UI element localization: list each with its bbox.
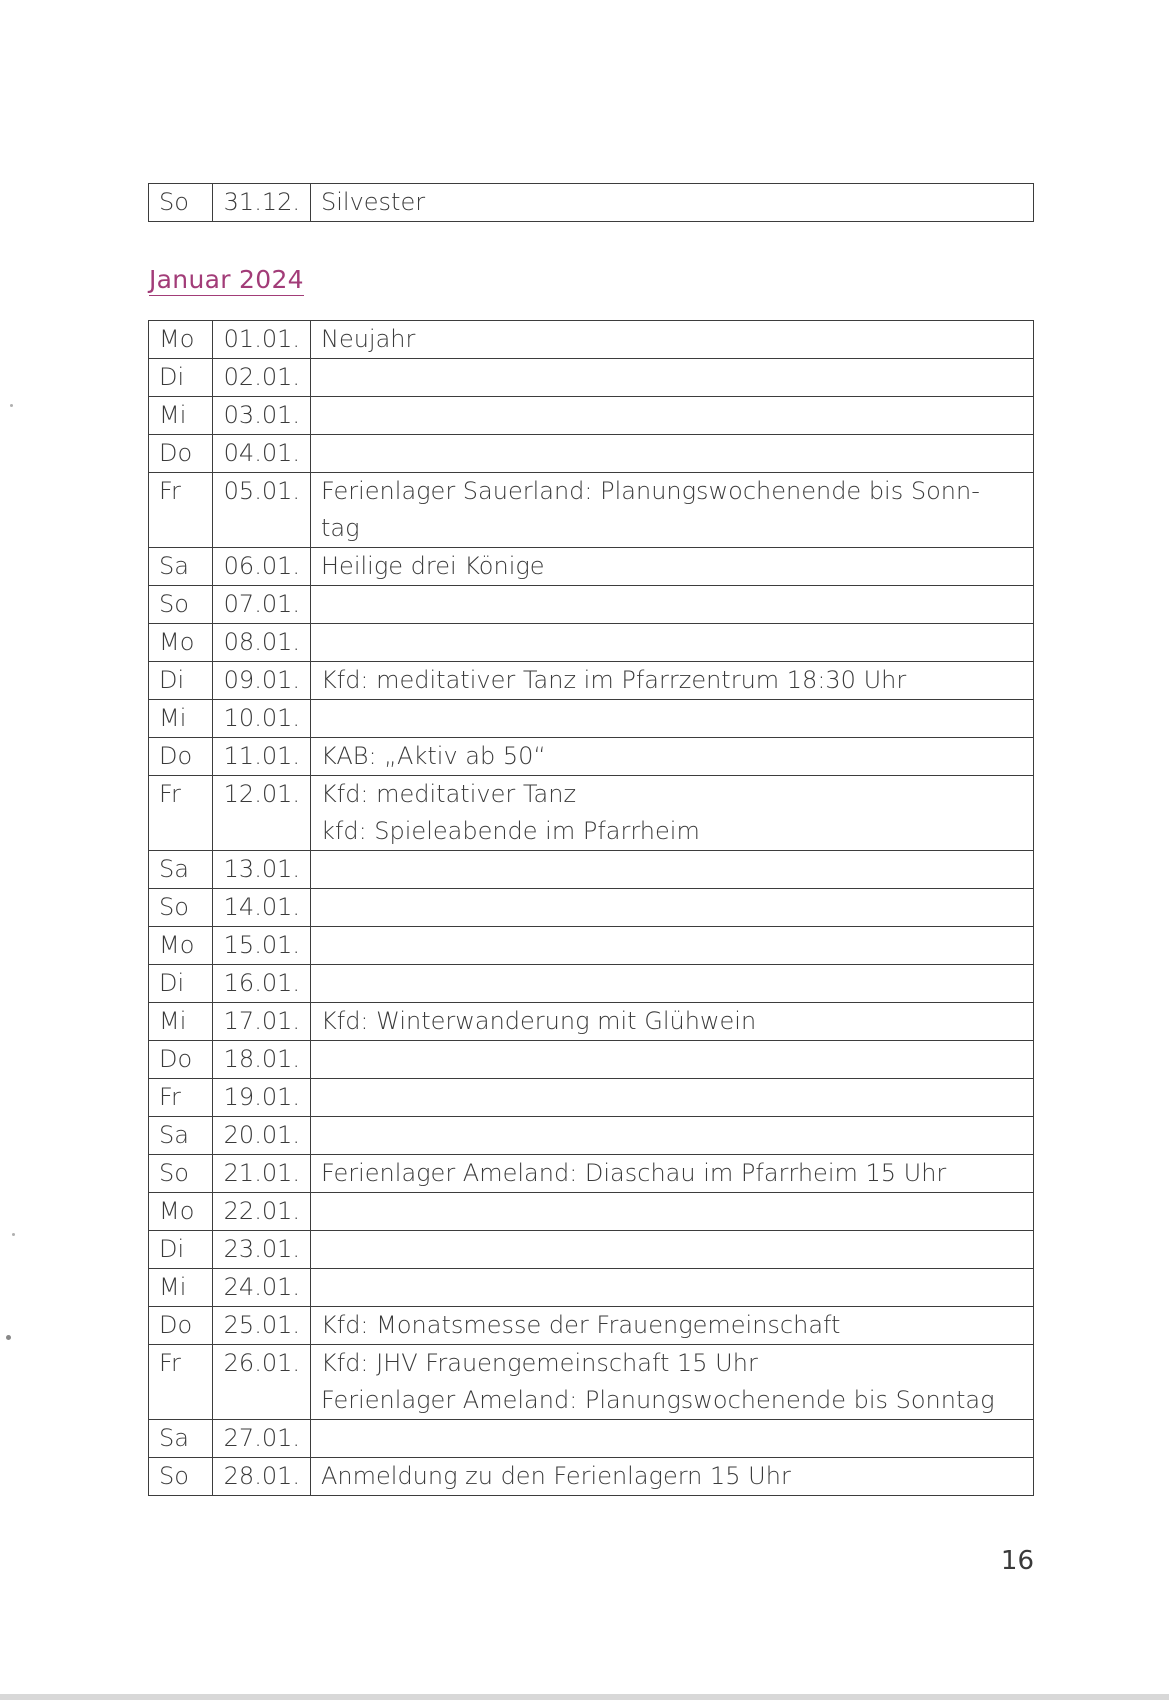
- event-cell: [311, 776, 1034, 851]
- weekday-cell: So: [149, 184, 213, 222]
- weekday-cell: So: [149, 1155, 213, 1193]
- date-cell: 28.01.: [213, 1458, 311, 1496]
- date-cell: 21.01.: [213, 1155, 311, 1193]
- weekday-cell: So: [149, 889, 213, 927]
- calendar-row: [149, 1117, 1034, 1155]
- event-line: Neujahr: [321, 325, 416, 353]
- event-cell: [311, 1231, 1034, 1269]
- event-cell: [311, 965, 1034, 1003]
- event-line: Kfd: meditativer Tanz: [321, 780, 577, 808]
- weekday-cell: Fr: [149, 776, 213, 851]
- calendar-row: [149, 184, 1034, 222]
- event-cell: [311, 359, 1034, 397]
- event-cell: [311, 548, 1034, 586]
- event-cell: [311, 1420, 1034, 1458]
- event-line: Kfd: Winterwanderung mit Glühwein: [321, 1007, 757, 1035]
- calendar-row: [149, 1420, 1034, 1458]
- date-cell: 24.01.: [213, 1269, 311, 1307]
- calendar-row: [149, 1155, 1034, 1193]
- weekday-cell: Mi: [149, 397, 213, 435]
- event-line: Heilige drei Könige: [321, 552, 545, 580]
- weekday-cell: Fr: [149, 1345, 213, 1420]
- event-cell: [311, 1193, 1034, 1231]
- calendar-row: [149, 1307, 1034, 1345]
- event-cell: [311, 1458, 1034, 1496]
- calendar-row: [149, 473, 1034, 548]
- event-line: KAB: „Aktiv ab 50“: [321, 742, 546, 770]
- calendar-row: [149, 776, 1034, 851]
- date-cell: 13.01.: [213, 851, 311, 889]
- calendar-row: [149, 1003, 1034, 1041]
- date-cell: 19.01.: [213, 1079, 311, 1117]
- event-cell: [311, 738, 1034, 776]
- month-heading: Januar 2024: [149, 265, 304, 294]
- calendar-row: [149, 1041, 1034, 1079]
- calendar-row: [149, 1269, 1034, 1307]
- event-cell: [311, 473, 1034, 548]
- weekday-cell: So: [149, 1458, 213, 1496]
- weekday-cell: Mi: [149, 1269, 213, 1307]
- date-cell: 16.01.: [213, 965, 311, 1003]
- date-cell: 09.01.: [213, 662, 311, 700]
- date-cell: 08.01.: [213, 624, 311, 662]
- date-cell: 02.01.: [213, 359, 311, 397]
- december-table-body: [149, 184, 1034, 222]
- event-line: Anmeldung zu den Ferienlagern 15 Uhr: [321, 1462, 791, 1490]
- date-cell: 25.01.: [213, 1307, 311, 1345]
- scan-speck: [12, 1233, 15, 1236]
- event-cell: [311, 662, 1034, 700]
- december-table: [148, 183, 1034, 222]
- weekday-cell: Mi: [149, 700, 213, 738]
- weekday-cell: Mo: [149, 321, 213, 359]
- event-line: Ferienlager Ameland: Diaschau im Pfarrheim 15 Uhr: [321, 1159, 947, 1187]
- calendar-row: [149, 738, 1034, 776]
- january-table-body: [149, 321, 1034, 1496]
- weekday-cell: Mo: [149, 1193, 213, 1231]
- event-cell: [311, 851, 1034, 889]
- event-cell: [311, 435, 1034, 473]
- calendar-row: [149, 965, 1034, 1003]
- event-cell: [311, 397, 1034, 435]
- event-line: tag: [321, 514, 360, 542]
- date-cell: 11.01.: [213, 738, 311, 776]
- date-cell: 05.01.: [213, 473, 311, 548]
- event-cell: [311, 927, 1034, 965]
- calendar-row: [149, 700, 1034, 738]
- date-cell: 27.01.: [213, 1420, 311, 1458]
- event-cell: [311, 184, 1034, 222]
- calendar-row: [149, 889, 1034, 927]
- calendar-row: [149, 662, 1034, 700]
- event-cell: [311, 889, 1034, 927]
- calendar-row: [149, 1458, 1034, 1496]
- date-cell: 17.01.: [213, 1003, 311, 1041]
- scan-speck: [6, 1335, 11, 1340]
- scan-speck: [10, 404, 13, 407]
- weekday-cell: Do: [149, 1041, 213, 1079]
- page-number: 16: [1000, 1546, 1034, 1576]
- calendar-row: [149, 927, 1034, 965]
- weekday-cell: Mo: [149, 624, 213, 662]
- date-cell: 14.01.: [213, 889, 311, 927]
- event-cell: [311, 586, 1034, 624]
- weekday-cell: Do: [149, 435, 213, 473]
- weekday-cell: Mi: [149, 1003, 213, 1041]
- weekday-cell: Mo: [149, 927, 213, 965]
- date-cell: 18.01.: [213, 1041, 311, 1079]
- weekday-cell: Di: [149, 662, 213, 700]
- event-line: Silvester: [321, 188, 426, 216]
- event-line: Ferienlager Sauerland: Planungswochenende bis Sonn-: [321, 477, 980, 505]
- date-cell: 06.01.: [213, 548, 311, 586]
- calendar-row: [149, 1345, 1034, 1420]
- event-cell: [311, 700, 1034, 738]
- weekday-cell: Do: [149, 1307, 213, 1345]
- weekday-cell: Di: [149, 965, 213, 1003]
- event-line: Kfd: JHV Frauengemeinschaft 15 Uhr: [321, 1349, 758, 1377]
- date-cell: 20.01.: [213, 1117, 311, 1155]
- event-line: Kfd: meditativer Tanz im Pfarrzentrum 18:30 Uhr: [321, 666, 907, 694]
- calendar-row: [149, 321, 1034, 359]
- event-line: kfd: Spieleabende im Pfarrheim: [321, 817, 700, 845]
- event-line: Kfd: Monatsmesse der Frauengemeinschaft: [321, 1311, 841, 1339]
- calendar-row: [149, 435, 1034, 473]
- date-cell: 22.01.: [213, 1193, 311, 1231]
- event-cell: [311, 1345, 1034, 1420]
- event-cell: [311, 624, 1034, 662]
- calendar-row: [149, 359, 1034, 397]
- event-cell: [311, 1307, 1034, 1345]
- weekday-cell: Sa: [149, 548, 213, 586]
- calendar-row: [149, 397, 1034, 435]
- event-cell: [311, 1079, 1034, 1117]
- calendar-row: [149, 548, 1034, 586]
- calendar-row: [149, 624, 1034, 662]
- event-cell: [311, 1155, 1034, 1193]
- date-cell: 23.01.: [213, 1231, 311, 1269]
- calendar-row: [149, 1193, 1034, 1231]
- weekday-cell: Di: [149, 1231, 213, 1269]
- weekday-cell: Sa: [149, 1420, 213, 1458]
- weekday-cell: Sa: [149, 1117, 213, 1155]
- date-cell: 04.01.: [213, 435, 311, 473]
- scan-edge: [0, 1694, 1169, 1700]
- date-cell: 12.01.: [213, 776, 311, 851]
- calendar-row: [149, 851, 1034, 889]
- event-cell: [311, 1269, 1034, 1307]
- date-cell: 26.01.: [213, 1345, 311, 1420]
- calendar-row: [149, 1079, 1034, 1117]
- date-cell: 07.01.: [213, 586, 311, 624]
- date-cell: 01.01.: [213, 321, 311, 359]
- event-cell: [311, 1117, 1034, 1155]
- event-cell: [311, 1003, 1034, 1041]
- weekday-cell: Sa: [149, 851, 213, 889]
- weekday-cell: Fr: [149, 473, 213, 548]
- event-cell: [311, 321, 1034, 359]
- weekday-cell: So: [149, 586, 213, 624]
- event-cell: [311, 1041, 1034, 1079]
- january-table: [148, 320, 1034, 1496]
- date-cell: 15.01.: [213, 927, 311, 965]
- weekday-cell: Di: [149, 359, 213, 397]
- event-line: Ferienlager Ameland: Planungswochenende bis Sonntag: [321, 1386, 995, 1414]
- calendar-row: [149, 1231, 1034, 1269]
- calendar-row: [149, 586, 1034, 624]
- weekday-cell: Fr: [149, 1079, 213, 1117]
- date-cell: 03.01.: [213, 397, 311, 435]
- date-cell: 31.12.: [213, 184, 311, 222]
- date-cell: 10.01.: [213, 700, 311, 738]
- weekday-cell: Do: [149, 738, 213, 776]
